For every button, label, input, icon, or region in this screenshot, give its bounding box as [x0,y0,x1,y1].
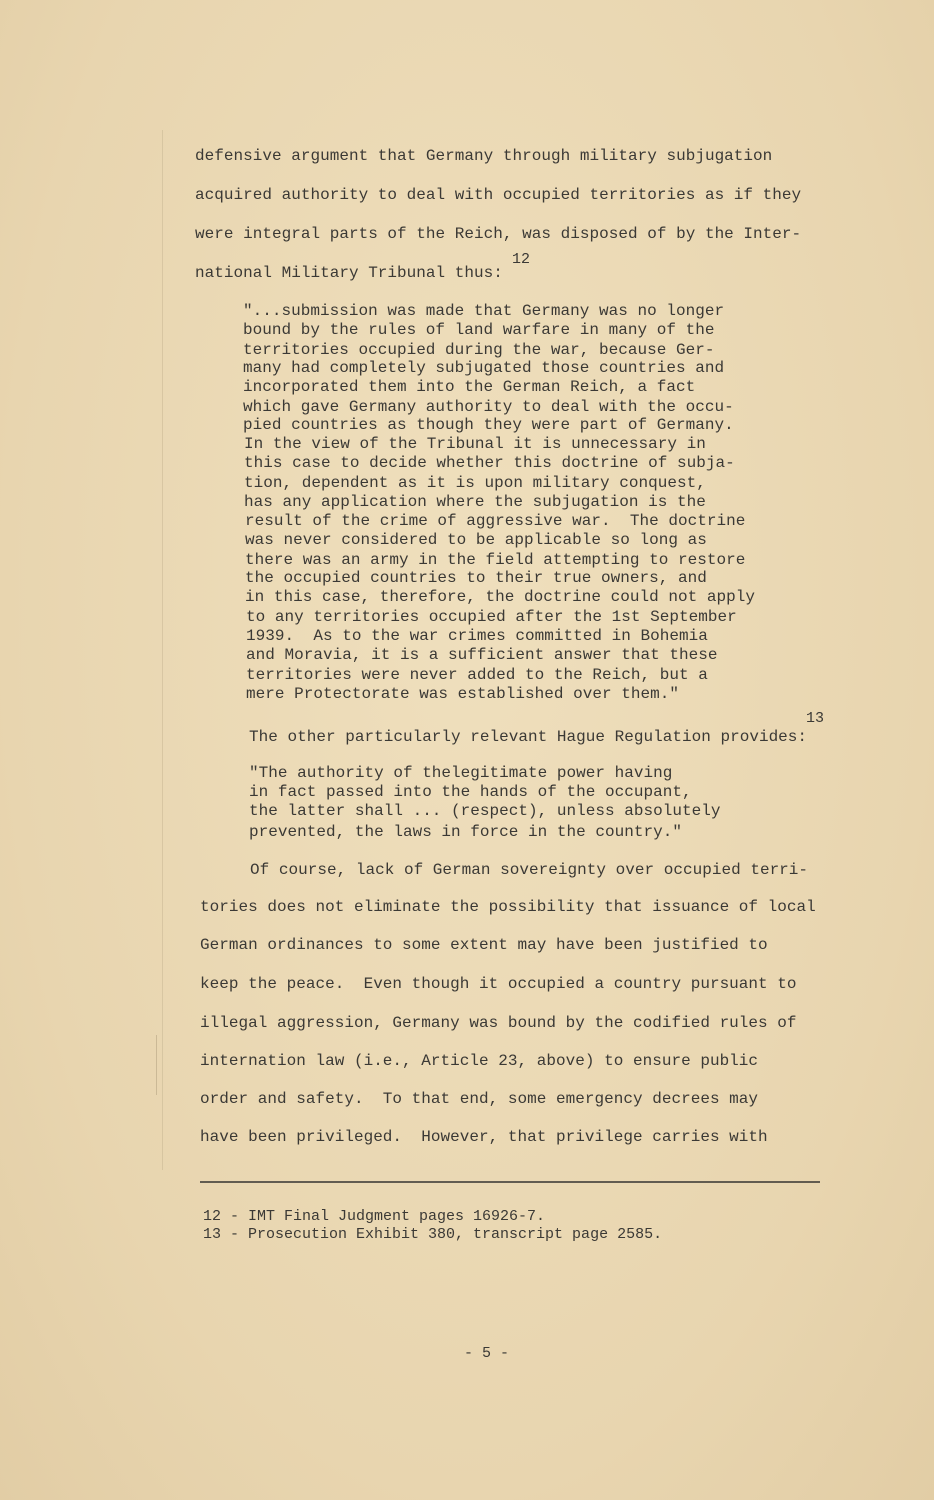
footnote-ref-12: 12 [512,251,531,268]
quote-line: incorporated them into the German Reich, a fact [243,378,696,396]
margin-line [162,130,163,1170]
footnote-ref-13: 13 [806,710,825,727]
text-line: defensive argument that Germany through military subjugation [195,147,773,165]
quote-line: and Moravia, it is a sufficient answer that these [246,646,718,664]
quote-line: territories were never added to the Reich, but a [246,666,708,684]
quote-line: was never considered to be applicable so long as [245,531,707,549]
text-line: were integral parts of the Reich, was disposed of by the Inter- [195,225,802,243]
quote-line: in fact passed into the hands of the occupant, [249,783,692,801]
quote-line: has any application where the subjugation is the [244,493,706,511]
text-line: keep the peace. Even though it occupied a country pursuant to [200,975,797,993]
quote-line: the occupied countries to their true owners, and [245,569,707,587]
text-line: have been privileged. However, that privilege carries with [200,1128,768,1146]
page-number: - 5 - [464,1345,510,1362]
quote-line: in this case, therefore, the doctrine could not apply [245,588,755,606]
quote-line: territories occupied during the war, because Ger- [243,341,715,359]
margin-mark [156,1035,157,1095]
footnote-13: 13 - Prosecution Exhibit 380, transcript page 2585. [203,1226,663,1243]
quote-line: 1939. As to the war crimes committed in Bohemia [246,627,708,645]
text-line: Of course, lack of German sovereignty over occupied terri- [250,861,809,879]
text-line: tories does not eliminate the possibility that issuance of local [200,898,816,916]
text-line: national Military Tribunal thus: [195,264,503,282]
quote-line: bound by the rules of land warfare in many of the [243,321,715,339]
text-line: German ordinances to some extent may have been justified to [200,936,768,954]
quote-line: "...submission was made that Germany was no longer [243,302,725,320]
text-line: acquired authority to deal with occupied territories as if they [195,186,802,204]
hague-intro: The other particularly relevant Hague Regulation provides: [249,728,808,746]
quote-line: which gave Germany authority to deal with the occu- [243,398,734,416]
quote-line: pied countries as though they were part of Germany. [243,416,734,434]
quote-line: tion, dependent as it is upon military conquest, [244,474,706,492]
quote-line: result of the crime of aggressive war. The doctrine [245,512,746,530]
quote-line: "The authority of thelegitimate power having [249,764,673,782]
quote-line: there was an army in the field attempting to restore [245,551,746,569]
quote-line: this case to decide whether this doctrine of subja- [244,454,735,472]
quote-line: to any territories occupied after the 1st September [246,608,737,626]
footnote-divider [200,1181,820,1183]
text-line: internation law (i.e., Article 23, above) to ensure public [200,1052,759,1070]
quote-line: the latter shall ... (respect), unless absolutely [249,802,721,820]
quote-line: In the view of the Tribunal it is unnecessary in [244,435,706,453]
quote-line: mere Protectorate was established over them." [246,685,679,703]
quote-line: many had completely subjugated those countries and [243,359,725,377]
text-line: illegal aggression, Germany was bound by the codified rules of [200,1014,797,1032]
footnote-12: 12 - IMT Final Judgment pages 16926-7. [203,1208,546,1225]
quote-line: prevented, the laws in force in the country." [249,823,682,841]
text-line: order and safety. To that end, some emergency decrees may [200,1090,759,1108]
